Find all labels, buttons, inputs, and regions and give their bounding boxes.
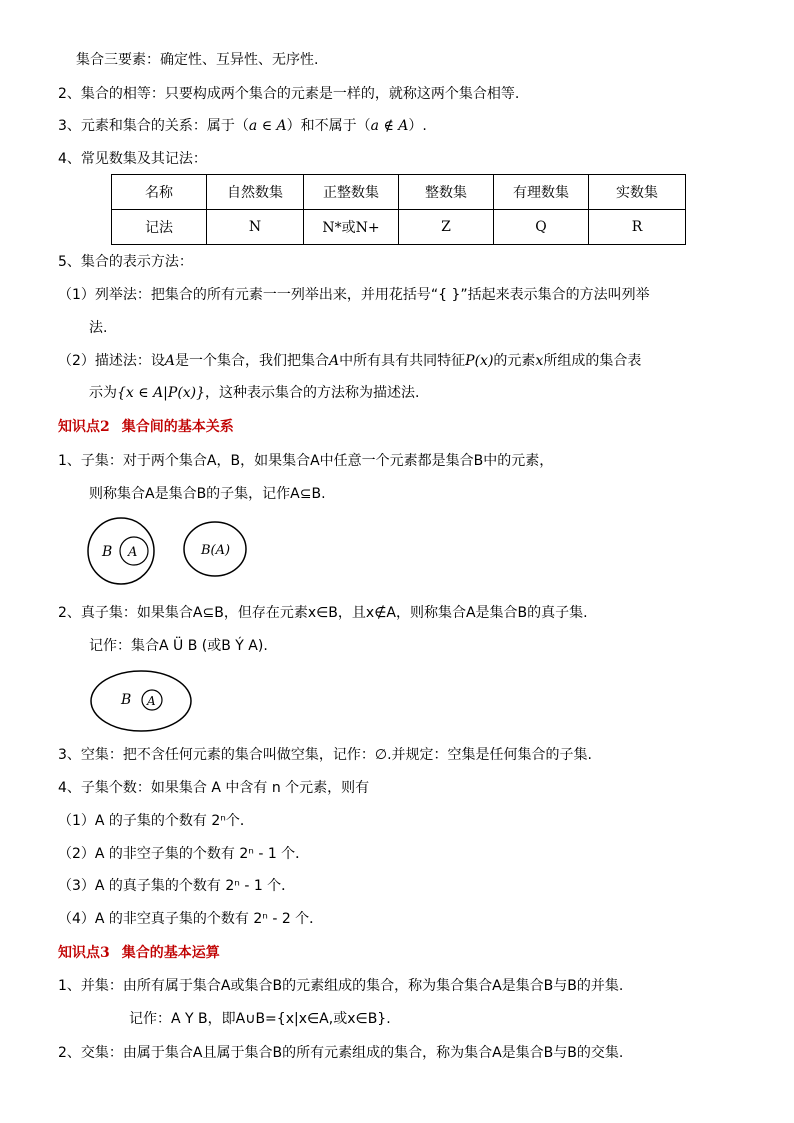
circle-b: [88, 518, 154, 584]
line-union: 1、并集：由所有属于集合A或集合B的元素组成的集合，称为集合集合A是集合B与B的并集.: [58, 978, 624, 994]
table-cell: Z: [399, 210, 494, 245]
text: ）.: [408, 118, 427, 134]
table-cell: 实数集: [589, 175, 686, 210]
math-not-belongs: a ∉ A: [370, 118, 409, 134]
text: 所组成的集合表: [543, 353, 642, 369]
number-sets-table: [111, 174, 686, 245]
proper-subset-venn-diagram: [88, 668, 198, 734]
line-proper-subset-notation: 记作：集合A Ü B (或B Ý A).: [89, 638, 268, 654]
label-ba: B(A): [201, 543, 231, 558]
subset-venn-diagrams: [84, 514, 264, 590]
label-a: A: [128, 545, 138, 560]
line-enumeration-cont: 法.: [89, 320, 108, 336]
text: 示为: [89, 385, 117, 401]
table-cell: N: [207, 210, 304, 245]
heading-title: 集合的基本运算: [121, 945, 220, 961]
table-cell: 整数集: [399, 175, 494, 210]
line-union-notation: 记作：A Y B，即A∪B={x|x∈A,或x∈B}.: [129, 1011, 391, 1027]
table-cell: 有理数集: [494, 175, 589, 210]
text: 中所有具有共同特征: [339, 353, 466, 369]
table-cell: 自然数集: [207, 175, 304, 210]
text: ）和不属于（: [286, 118, 371, 134]
table-cell: 名称: [112, 175, 207, 210]
line-count-4: （4）A 的非空真子集的个数有 2ⁿ - 2 个．: [58, 911, 324, 927]
line-count-2: （2）A 的非空子集的个数有 2ⁿ - 1 个．: [58, 846, 310, 862]
label-b: B: [102, 544, 113, 560]
math-belongs: a ∈ A: [248, 118, 287, 134]
heading-number: 知识点3: [58, 945, 110, 961]
line-subset-notation: 则称集合A是集合B的子集，记作A⊆B.: [89, 486, 326, 502]
table-cell: N*或N+: [304, 210, 399, 245]
line-empty-set: 3、空集：把不含任何元素的集合叫做空集，记作：∅.并规定：空集是任何集合的子集.: [58, 747, 593, 763]
text: （2）描述法：设: [58, 353, 165, 369]
line-subset: 1、子集：对于两个集合A，B，如果集合A中任意一个元素都是集合B中的元素，: [58, 453, 554, 469]
text: ，这种表示集合的方法称为描述法.: [205, 385, 420, 401]
text: 3、元素和集合的关系：属于（: [58, 118, 249, 134]
line-element-relation: [58, 116, 427, 136]
line-subset-count: 4、子集个数：如果集合 A 中含有 n 个元素，则有: [58, 780, 370, 796]
section-heading-2: [58, 417, 246, 437]
line-enumeration: （1）列举法：把集合的所有元素一一列举出来，并用花括号“{ }”括起来表示集合的方法叫列举: [58, 287, 650, 303]
math-x: x: [535, 353, 544, 369]
line-count-1: （1）A 的子集的个数有 2ⁿ个．: [58, 813, 254, 829]
table-cell: 正整数集: [304, 175, 399, 210]
line-intersection: 2、交集：由属于集合A且属于集合B的所有元素组成的集合，称为集合A是集合B与B的交集.: [58, 1045, 624, 1061]
table-row: [112, 175, 686, 210]
ellipse-b: [91, 671, 191, 731]
table-cell: R: [589, 210, 686, 245]
heading-title: 集合间的基本关系: [121, 419, 234, 435]
line-proper-subset: 2、真子集：如果集合A⊆B，但存在元素x∈B，且x∉A，则称集合A是集合B的真子集.: [58, 605, 588, 621]
label-b: B: [121, 692, 132, 708]
text: 是一个集合，我们把集合: [175, 353, 330, 369]
line-number-sets: 4、常见数集及其记法：: [58, 151, 207, 167]
line-set-equality: 2、集合的相等：只要构成两个集合的元素是一样的，就称这两个集合相等.: [58, 86, 520, 102]
line-description-cont: [89, 383, 420, 403]
line-description: [58, 351, 641, 371]
line-count-3: （3）A 的真子集的个数有 2ⁿ - 1 个．: [58, 878, 296, 894]
table-cell: Q: [494, 210, 589, 245]
heading-number: 知识点2: [58, 419, 110, 435]
math-a: A: [329, 353, 340, 369]
line-representation: 5、集合的表示方法：: [58, 254, 193, 270]
line-set-properties: 集合三要素：确定性、互异性、无序性.: [76, 52, 319, 68]
table-cell: 记法: [112, 210, 207, 245]
math-set-builder: {x ∈ A|P(x)}: [117, 385, 206, 401]
math-px: P(x): [465, 353, 494, 369]
section-heading-3: [58, 943, 232, 963]
text: 的元素: [493, 353, 536, 369]
table-row: [112, 210, 686, 245]
math-a: A: [164, 353, 176, 369]
label-a: A: [147, 694, 156, 708]
